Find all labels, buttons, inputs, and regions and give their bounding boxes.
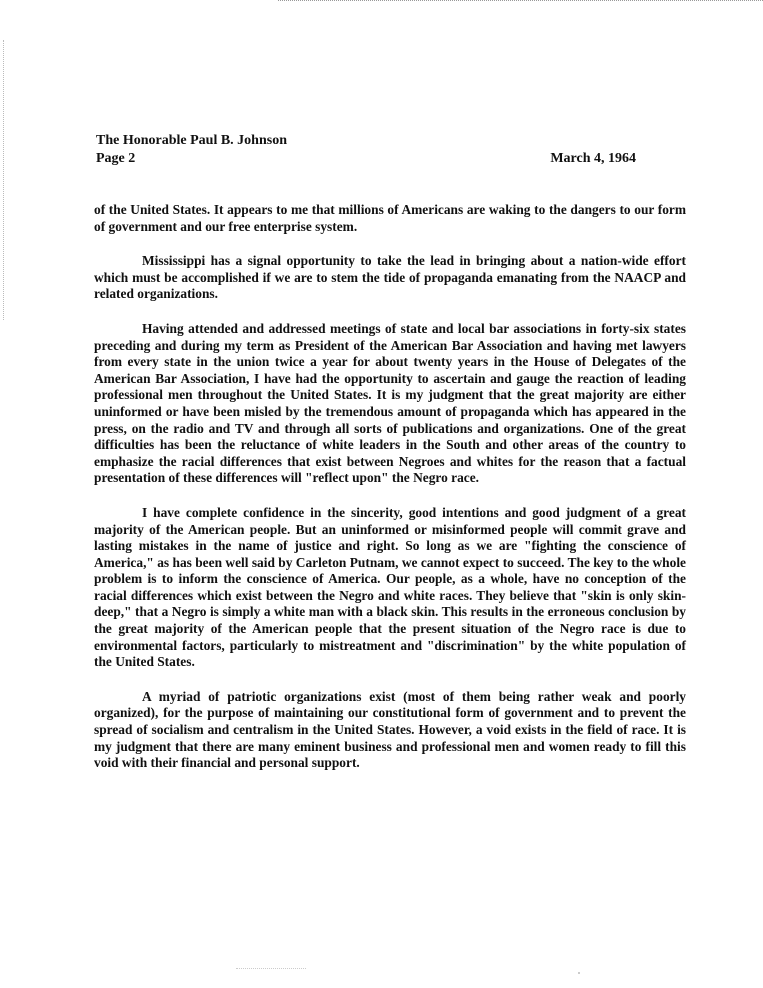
scan-edge-dots xyxy=(278,0,763,3)
letter-body xyxy=(94,202,686,790)
recipient-line: The Honorable Paul B. Johnson xyxy=(96,133,287,148)
page-number: Page 2 xyxy=(96,151,136,166)
paragraph-bar-association: Having attended and addressed meetings of state and local bar associations in forty-six states preceding and during my term as President of the American Bar Association and having met lawyers from every state in the union twice a year for about twenty years in the House of Delegates of the American Bar Association, I have had the opportunity to ascertain and gauge the reaction of leading professional men throughout the United States. It is my judgment that the great majority are either uninformed or have been misled by the tremendous amount of propaganda which has appeared in the press, on the radio and TV and through all sorts of publications and organizations. One of the great difficulties has been the reluctance of white leaders in the South and other areas of the country to emphasize the racial differences that exist between Negroes and whites for the reason that a factual presentation of these differences will "reflect upon" the Negro race. xyxy=(94,320,686,486)
paragraph-continuation: of the United States. It appears to me that millions of Americans are waking to the dangers to our form of government and our free enterprise system. xyxy=(94,202,686,234)
paragraph-organizations: A myriad of patriotic organizations exist (most of them being rather weak and poorly organized), for the purpose of maintaining our constitutional form of government and to prevent the spread of socialism and centralism in the United States. However, a void exists in the field of race. It is my judgment that there are many eminent business and professional men and women ready to fill this void with their financial and personal support. xyxy=(94,688,686,771)
letter-header xyxy=(96,132,656,168)
paragraph-mississippi: Mississippi has a signal opportunity to take the lead in bringing about a nation-wide effort which must be accomplished if we are to stem the tide of propaganda emanating from the NAACP and related organizations. xyxy=(94,253,686,302)
letter-date: March 4, 1964 xyxy=(550,151,636,166)
paragraph-confidence: I have complete confidence in the sincerity, good intentions and good judgment of a great majority of the American people. But an uninformed or misinformed people will commit grave and lasting mistakes in the name of justice and right. So long as we are "fighting the conscience of America," as has been well said by Carleton Putnam, we cannot expect to succeed. The key to the whole problem is to inform the conscience of America. Our people, as a whole, have no conception of the racial differences which exist between the Negro and white races. They believe that "skin is only skin-deep," that a Negro is simply a white man with a black skin. This results in the erroneous conclusion by the great majority of the American people that the present situation of the Negro race is due to environmental factors, particularly to mistreatment and "discrimination" by the white population of the United States. xyxy=(94,504,686,670)
scan-bottom-dots xyxy=(236,968,306,970)
scan-bottom-speck xyxy=(578,972,580,974)
scan-margin-mark xyxy=(3,40,5,320)
